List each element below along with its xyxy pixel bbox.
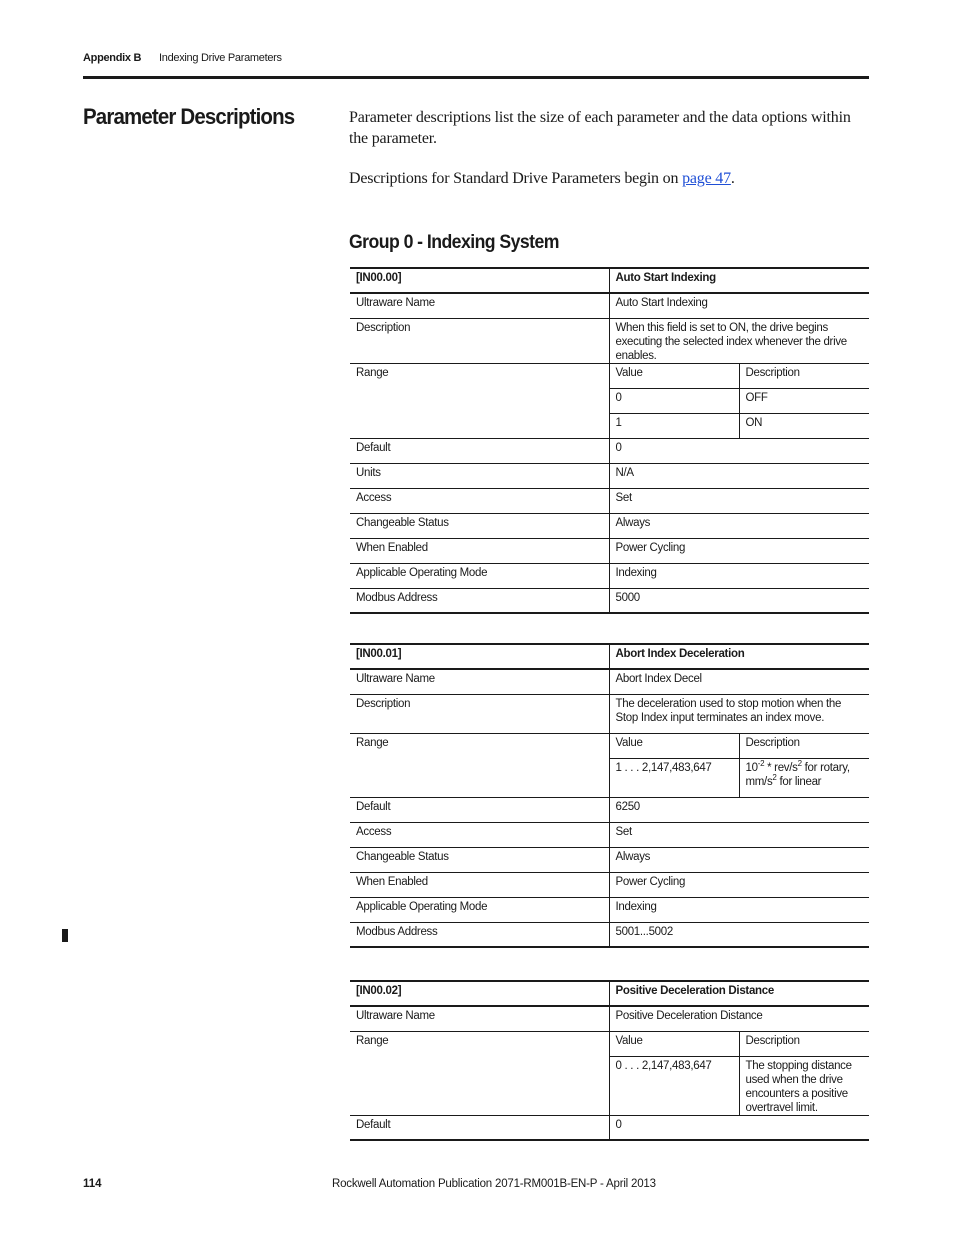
range-desc-header: Description xyxy=(739,363,869,388)
unit-exponent: 2 xyxy=(772,772,777,782)
table-row xyxy=(350,822,869,847)
table-row xyxy=(350,588,869,613)
page-title: Parameter Descriptions xyxy=(83,104,295,129)
row-value: Indexing xyxy=(609,563,869,588)
intro-paragraph: Parameter descriptions list the size of each parameter and the data options within the parameter. xyxy=(349,109,851,147)
row-value: 0 xyxy=(609,438,869,463)
table-row xyxy=(350,847,869,872)
group-heading: Group 0 - Indexing System xyxy=(349,232,559,253)
row-label: When Enabled xyxy=(350,872,609,897)
row-label: Ultraware Name xyxy=(350,669,609,694)
table-row xyxy=(350,733,869,758)
row-value: 5001...5002 xyxy=(609,922,869,947)
row-value: 5000 xyxy=(609,588,869,613)
parameter-table xyxy=(350,643,869,948)
range-desc xyxy=(739,758,869,797)
row-value: Indexing xyxy=(609,897,869,922)
row-value: 0 xyxy=(609,1115,869,1140)
unit-base: 10 xyxy=(745,761,758,774)
range-value: 0 . . . 2,147,483,647 xyxy=(609,1056,739,1115)
unit-linear: for rotary, mm/s xyxy=(745,761,850,788)
table-row xyxy=(350,872,869,897)
page-number: 114 xyxy=(83,1178,102,1190)
unit-exponent: 2 xyxy=(797,758,802,768)
parameter-table xyxy=(350,267,869,614)
row-label: Units xyxy=(350,463,609,488)
row-value: The deceleration used to stop motion when the Stop Index input terminates an index move. xyxy=(609,694,869,733)
table-header-row xyxy=(350,981,869,1006)
row-value: Always xyxy=(609,513,869,538)
table-row xyxy=(350,363,869,388)
table-row xyxy=(350,488,869,513)
table-row xyxy=(350,463,869,488)
row-label: Changeable Status xyxy=(350,513,609,538)
parameter-name: Auto Start Indexing xyxy=(609,268,869,293)
table-row xyxy=(350,922,869,947)
row-label: Applicable Operating Mode xyxy=(350,563,609,588)
running-header xyxy=(83,52,869,79)
table-row xyxy=(350,1031,869,1056)
row-value: Power Cycling xyxy=(609,872,869,897)
publication-info: Rockwell Automation Publication 2071-RM001B-EN-P - April 2013 xyxy=(332,1178,656,1190)
range-value-header: Value xyxy=(609,733,739,758)
row-label: When Enabled xyxy=(350,538,609,563)
row-label: Applicable Operating Mode xyxy=(350,897,609,922)
table-row xyxy=(350,1115,869,1140)
range-desc: OFF xyxy=(739,388,869,413)
parameter-name: Abort Index Deceleration xyxy=(609,644,869,669)
row-value: Always xyxy=(609,847,869,872)
row-value: Auto Start Indexing xyxy=(609,293,869,318)
unit-rotary: * rev/s xyxy=(764,761,798,774)
row-label: Range xyxy=(350,363,609,438)
row-value: N/A xyxy=(609,463,869,488)
row-value: Set xyxy=(609,822,869,847)
table-row xyxy=(350,513,869,538)
range-value: 1 xyxy=(609,413,739,438)
row-label: Range xyxy=(350,1031,609,1115)
unit-exponent: -2 xyxy=(757,758,765,768)
parameter-name: Positive Deceleration Distance xyxy=(609,981,869,1006)
row-label: Modbus Address xyxy=(350,588,609,613)
page-link[interactable]: page 47 xyxy=(682,170,731,187)
table-row xyxy=(350,293,869,318)
table-row xyxy=(350,694,869,733)
table-row xyxy=(350,538,869,563)
range-value-header: Value xyxy=(609,1031,739,1056)
range-value: 1 . . . 2,147,483,647 xyxy=(609,758,739,797)
row-label: Access xyxy=(350,822,609,847)
change-bar xyxy=(62,929,68,942)
range-value-header: Value xyxy=(609,363,739,388)
note-period: . xyxy=(730,170,735,187)
row-label: Default xyxy=(350,438,609,463)
appendix-label: Appendix B xyxy=(83,52,142,64)
table-row xyxy=(350,438,869,463)
row-value: Abort Index Decel xyxy=(609,669,869,694)
parameter-table xyxy=(350,980,869,1141)
row-label: Ultraware Name xyxy=(350,1006,609,1031)
range-desc: ON xyxy=(739,413,869,438)
table-row xyxy=(350,669,869,694)
parameter-id: [IN00.02] xyxy=(350,981,609,1006)
row-label: Description xyxy=(350,694,609,733)
range-desc-header: Description xyxy=(739,733,869,758)
running-header-section: Indexing Drive Parameters xyxy=(159,52,282,64)
row-value: 6250 xyxy=(609,797,869,822)
row-value: Positive Deceleration Distance xyxy=(609,1006,869,1031)
row-label: Description xyxy=(350,318,609,363)
row-label: Default xyxy=(350,797,609,822)
row-label: Modbus Address xyxy=(350,922,609,947)
parameter-id: [IN00.00] xyxy=(350,268,609,293)
range-value: 0 xyxy=(609,388,739,413)
table-header-row xyxy=(350,644,869,669)
range-desc-header: Description xyxy=(739,1031,869,1056)
row-label: Default xyxy=(350,1115,609,1140)
table-row xyxy=(350,318,869,363)
range-desc: The stopping distance used when the drive encounters a positive overtravel limit. xyxy=(739,1056,869,1115)
table-row xyxy=(350,563,869,588)
unit-tail: for linear xyxy=(776,775,822,788)
standard-parameters-note xyxy=(349,168,869,189)
row-label: Ultraware Name xyxy=(350,293,609,318)
row-label: Access xyxy=(350,488,609,513)
table-row xyxy=(350,897,869,922)
note-text: Descriptions for Standard Drive Parameters begin on xyxy=(349,170,683,187)
row-value: Power Cycling xyxy=(609,538,869,563)
row-label: Changeable Status xyxy=(350,847,609,872)
row-value: When this field is set to ON, the drive begins executing the selected index whenever the drive enables. xyxy=(609,318,869,363)
parameter-id: [IN00.01] xyxy=(350,644,609,669)
row-label: Range xyxy=(350,733,609,797)
table-row xyxy=(350,797,869,822)
table-row xyxy=(350,1006,869,1031)
table-header-row xyxy=(350,268,869,293)
row-value: Set xyxy=(609,488,869,513)
